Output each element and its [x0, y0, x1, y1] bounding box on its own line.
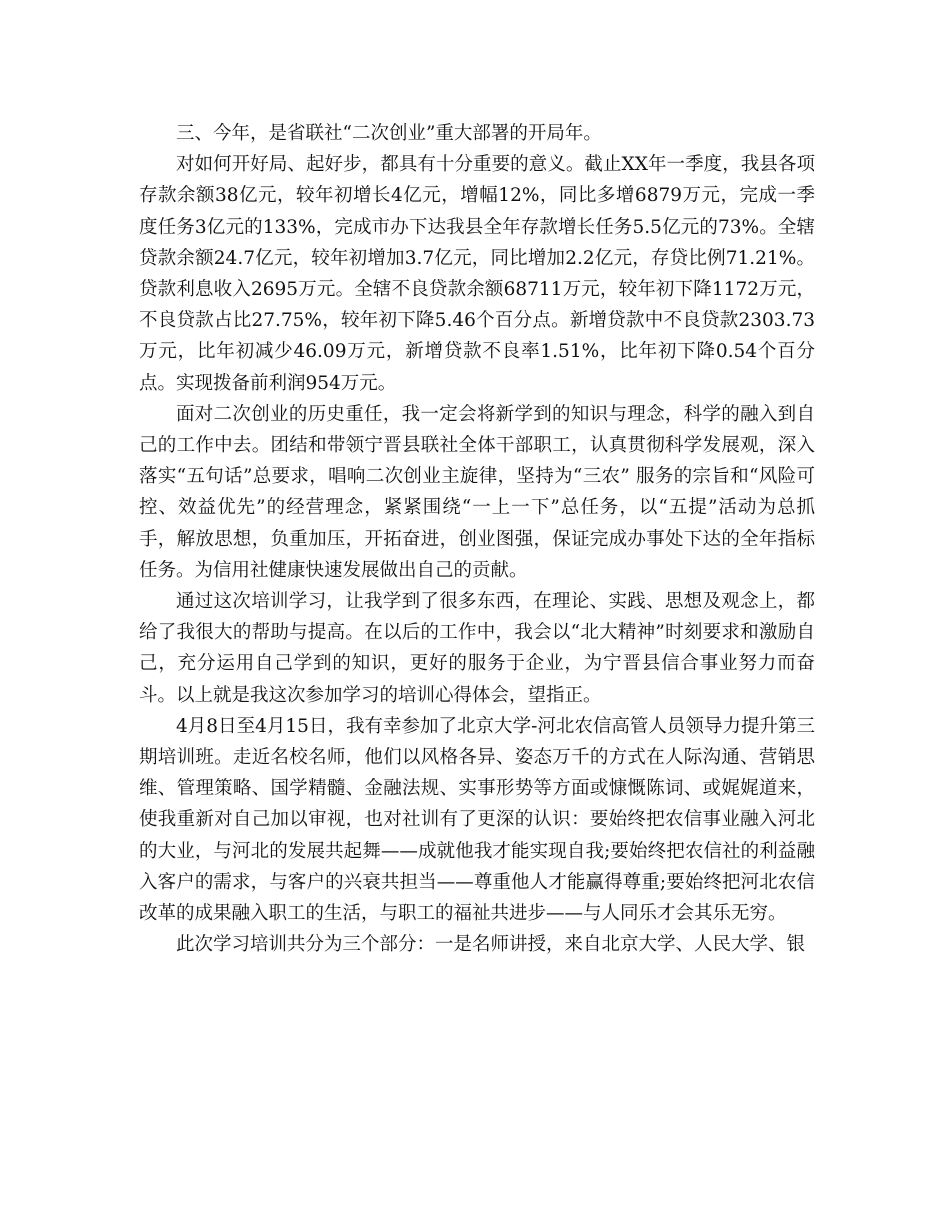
paragraph-3: 面对二次创业的历史重任，我一定会将新学到的知识与理念，科学的融入到自己的工作中去。团结和带领宁晋县联社全体干部职工，认真贯彻科学发展观，深入落实“五句话”总要求，唱响二次创业主旋律，坚持为“三农” 服务的宗旨和“风险可控、效益优先”的经营理念，紧紧围绕“一上一下”总任务，以“五提”活动为总抓手，解放思想，负重加压，开拓奋进，创业图强，保证完成办事处下达的全年指标任务。为信用社健康快速发展做出自己的贡献。 [139, 403, 815, 581]
paragraph-2: 对如何开好局、起好步，都具有十分重要的意义。截止XX年一季度，我县各项存款余额38亿元，较年初增长4亿元，增幅12%，同比多增6879万元，完成一季度任务3亿元的133%，完成市办下达我县全年存款增长任务5.5亿元的73%。全辖贷款余额24.7亿元，较年初增加3.7亿元，同比增加2.2亿元，存贷比例71.21%。贷款利息收入2695万元。全辖不良贷款余额68711万元，较年初下降1172万元，不良贷款占比27.75%，较年初下降5.46个百分点。新增贷款中不良贷款2303.73万元，比年初减少46.09万元，新增贷款不良率1.51%，比年初下降0.54个百分点。实现拨备前利润954万元。 [139, 154, 815, 394]
paragraph-5: 4月8日至4月15日，我有幸参加了北京大学-河北农信高管人员领导力提升第三期培训班。走近名校名师，他们以风格各异、姿态万千的方式在人际沟通、营销思维、管理策略、国学精髓、金融法规、实事形势等方面或慷慨陈词、或娓娓道来，使我重新对自己加以审视，也对社训有了更深的认识：要始终把农信事业融入河北的大业，与河北的发展共起舞——成就他我才能实现自我;要始终把农信社的利益融入客户的需求，与客户的兴衰共担当——尊重他人才能赢得尊重;要始终把河北农信改革的成果融入职工的生活，与职工的福祉共进步——与人同乐才会其乐无穷。 [139, 715, 815, 925]
paragraph-1: 三、今年，是省联社“二次创业”重大部署的开局年。 [176, 123, 602, 144]
document-body [139, 118, 815, 960]
paragraph-6: 此次学习培训共分为三个部分：一是名师讲授，来自北京大学、人民大学、银 [176, 934, 806, 956]
paragraph-4: 通过这次培训学习，让我学到了很多东西，在理论、实践、思想及观念上，都给了我很大的帮助与提高。在以后的工作中，我会以“北大精神”时刻要求和激励自己，充分运用自己学到的知识，更好的服务于企业，为宁晋县信合事业努力而奋斗。以上就是我这次参加学习的培训心得体会，望指正。 [139, 591, 815, 706]
